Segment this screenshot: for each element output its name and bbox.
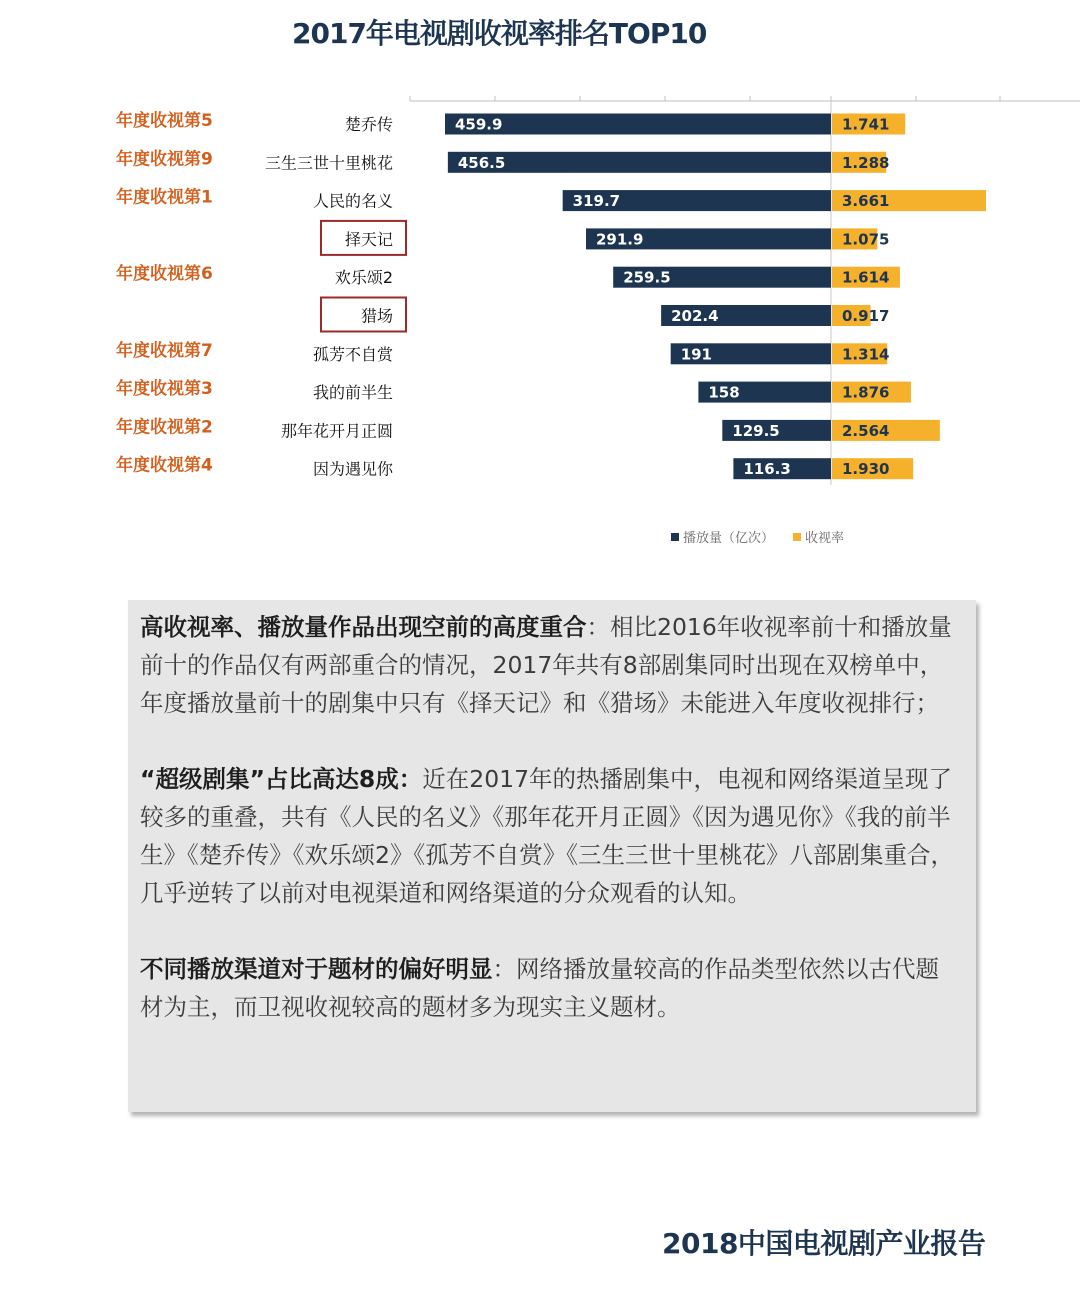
views-value-label: 129.5 bbox=[732, 421, 780, 440]
summary-text-3: ：网络播放量较高的作品类型依然以古代题材为主，而卫视收视较高的题材多为现实主义题材。 bbox=[140, 955, 939, 1021]
summary-text-2: 近在2017年的热播剧集中，电视和网络渠道呈现了较多的重叠，共有《人民的名义》《那年花开月正圆》《因为遇见你》《我的前半生》《楚乔传》《欢乐颂2》《孤芳不自赏》《三生三世十里桃花》八部剧集重合，几乎逆转了以前对电视渠道和网络渠道的分众观看的认知。 bbox=[140, 765, 954, 907]
drama-name-label: 孤芳不自赏 bbox=[312, 344, 393, 364]
annual-rank-label: 年度收视第2 bbox=[116, 417, 213, 438]
rating-value-label: 1.288 bbox=[842, 153, 890, 172]
drama-name-label: 我的前半生 bbox=[312, 383, 393, 403]
legend-label-rating: 收视率 bbox=[805, 531, 845, 546]
rating-value-label: 1.876 bbox=[842, 383, 890, 402]
drama-name-label: 因为遇见你 bbox=[312, 459, 393, 479]
rating-value-label: 1.741 bbox=[842, 115, 890, 134]
legend-label-views: 播放量（亿次） bbox=[683, 531, 775, 546]
views-value-label: 459.9 bbox=[455, 115, 503, 134]
rating-value-label: 1.075 bbox=[842, 230, 890, 249]
annual-rank-label: 年度收视第3 bbox=[116, 379, 213, 400]
annual-rank-label: 年度收视第1 bbox=[116, 187, 213, 208]
legend-swatch-rating bbox=[793, 533, 801, 541]
drama-name-label: 楚乔传 bbox=[344, 115, 393, 134]
butterfly-bar-chart bbox=[0, 95, 1080, 555]
legend-swatch-views bbox=[671, 533, 679, 541]
chart-title: 2017年电视剧收视率排名TOP10 bbox=[292, 17, 707, 50]
summary-paragraph-1 bbox=[140, 608, 962, 722]
views-bar bbox=[445, 114, 831, 135]
drama-name-label: 择天记 bbox=[344, 229, 393, 249]
rating-value-label: 1.614 bbox=[842, 268, 890, 287]
views-value-label: 202.4 bbox=[671, 307, 719, 325]
views-bar bbox=[448, 152, 831, 173]
summary-text-1: ：相比2016年收视率前十和播放量前十的作品仅有两部重合的情况，2017年共有8部剧集同时出现在双榜单中，年度播放量前十的剧集中只有《择天记》和《猎场》未能进入年度收视排行； bbox=[140, 613, 952, 717]
rating-value-label: 1.930 bbox=[842, 460, 890, 479]
rating-value-label: 1.314 bbox=[842, 345, 890, 364]
rating-value-label: 3.661 bbox=[842, 192, 890, 211]
summary-heading-1: 高收视率、播放量作品出现空前的高度重合 bbox=[140, 613, 587, 641]
annual-rank-label: 年度收视第7 bbox=[116, 340, 213, 361]
summary-paragraph-2 bbox=[140, 760, 962, 912]
drama-name-label: 欢乐颂2 bbox=[334, 268, 393, 288]
views-value-label: 259.5 bbox=[623, 268, 671, 287]
summary-paragraph-3 bbox=[140, 950, 962, 1026]
summary-box bbox=[128, 600, 976, 1112]
views-value-label: 116.3 bbox=[743, 460, 791, 479]
annual-rank-label: 年度收视第6 bbox=[116, 264, 213, 285]
drama-name-label: 三生三世十里桃花 bbox=[264, 153, 393, 173]
rating-value-label: 2.564 bbox=[842, 421, 890, 440]
annual-rank-label: 年度收视第4 bbox=[116, 455, 213, 476]
annual-rank-label: 年度收视第5 bbox=[116, 111, 213, 131]
rating-value-label: 0.917 bbox=[842, 307, 890, 325]
views-value-label: 456.5 bbox=[457, 153, 506, 172]
summary-heading-2: “超级剧集”占比高达8成： bbox=[140, 765, 423, 793]
drama-name-label: 那年花开月正圆 bbox=[280, 421, 393, 441]
views-value-label: 158 bbox=[708, 383, 740, 402]
views-value-label: 319.7 bbox=[572, 192, 621, 211]
annual-rank-label: 年度收视第9 bbox=[116, 149, 213, 170]
views-value-label: 291.9 bbox=[596, 230, 644, 249]
drama-name-label: 人民的名义 bbox=[312, 191, 393, 211]
drama-name-label: 猎场 bbox=[360, 306, 393, 326]
report-footer-title: 2018中国电视剧产业报告 bbox=[662, 1227, 986, 1260]
summary-heading-3: 不同播放渠道对于题材的偏好明显 bbox=[140, 955, 493, 983]
views-value-label: 191 bbox=[680, 345, 713, 364]
